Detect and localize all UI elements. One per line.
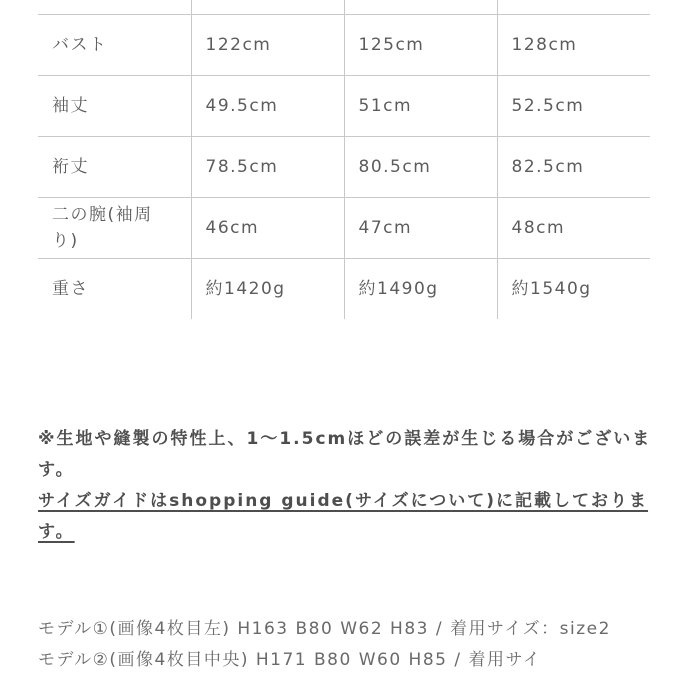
- table-row-yuki-length: [38, 137, 650, 198]
- row-label: バスト: [38, 15, 191, 76]
- table-cell: 約1540g: [497, 259, 650, 320]
- table-cell: 78.5cm: [191, 137, 344, 198]
- table-cell: 48cm: [497, 198, 650, 259]
- size-table: [38, 0, 650, 319]
- table-cell: 47cm: [344, 198, 497, 259]
- table-row-bust: [38, 15, 650, 76]
- table-cell: [497, 0, 650, 15]
- row-label: 二の腕(袖周り): [38, 198, 191, 259]
- table-cell: 約1420g: [191, 259, 344, 320]
- table-row-weight: [38, 259, 650, 320]
- model-1-info: モデル①(画像4枚目左) H163 B80 W62 H83 / 着用サイズ：size2: [38, 619, 611, 639]
- table-row-upper-arm: [38, 198, 650, 259]
- table-cell: 125cm: [344, 15, 497, 76]
- table-cell: 82.5cm: [497, 137, 650, 198]
- table-cell: 128cm: [497, 15, 650, 76]
- table-cell: 46cm: [191, 198, 344, 259]
- model-info: [38, 614, 678, 676]
- table-cell: 51cm: [344, 76, 497, 137]
- table-cell: 52.5cm: [497, 76, 650, 137]
- table-row-top: [38, 0, 650, 15]
- table-cell: [38, 0, 191, 15]
- row-label: 裄丈: [38, 137, 191, 198]
- row-label: 袖丈: [38, 76, 191, 137]
- tolerance-note: [38, 424, 658, 548]
- tolerance-note-text: ※生地や縫製の特性上、1〜1.5cmほどの誤差が生じる場合がございます。: [38, 429, 652, 480]
- table-cell: 49.5cm: [191, 76, 344, 137]
- table-row-sleeve-length: [38, 76, 650, 137]
- table-cell: [344, 0, 497, 15]
- model-2-info: モデル②(画像4枚目中央) H171 B80 W60 H85 / 着用サイ: [38, 650, 542, 670]
- size-guide-link[interactable]: サイズガイドはshopping guide(サイズについて)に記載しております。: [38, 491, 649, 542]
- row-label: 重さ: [52, 279, 89, 299]
- table-cell: 80.5cm: [344, 137, 497, 198]
- table-cell: 122cm: [191, 15, 344, 76]
- table-cell: 約1490g: [344, 259, 497, 320]
- table-cell: [191, 0, 344, 15]
